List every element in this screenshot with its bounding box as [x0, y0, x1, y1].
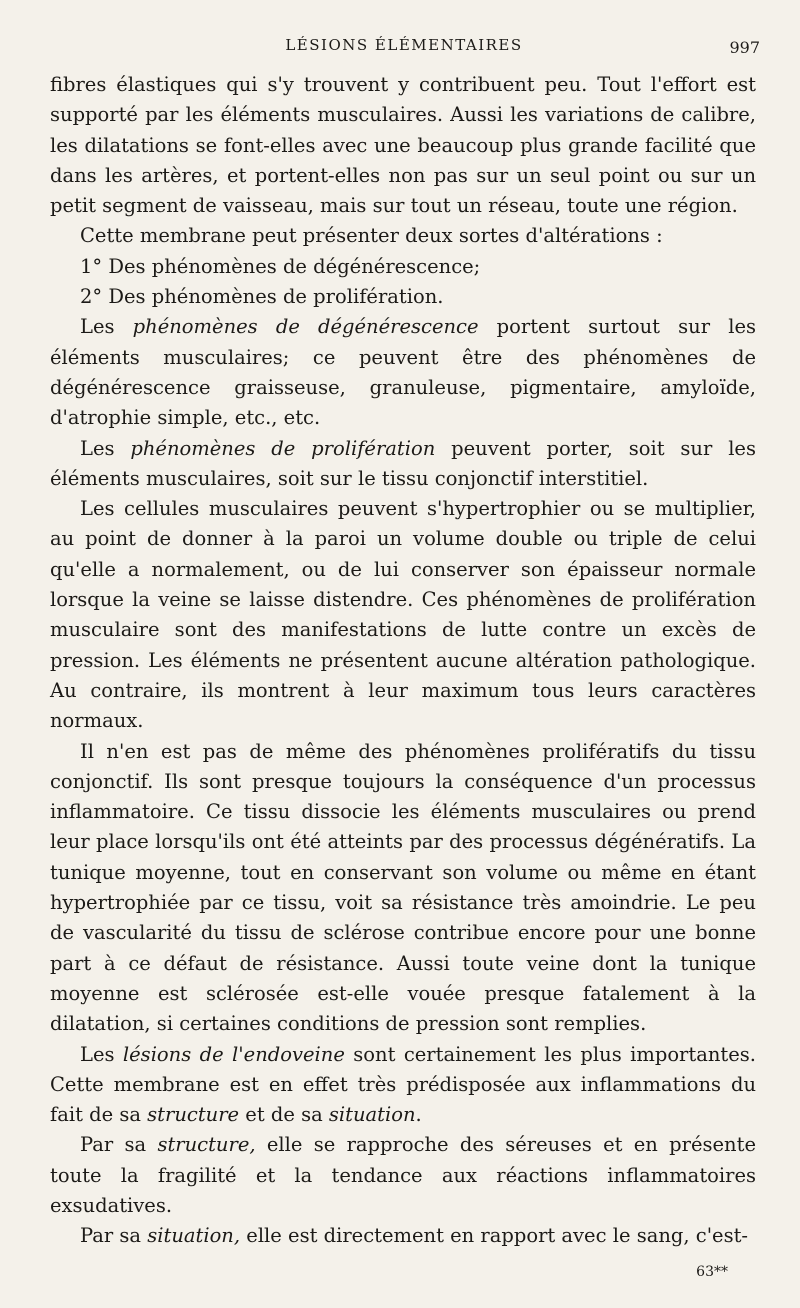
italic-term: structure, [157, 1133, 256, 1157]
body-text [50, 70, 756, 1252]
list-item: 2° Des phénomènes de prolifération. [80, 285, 444, 309]
paragraph: Par sa situation, elle est directement en rapport avec le sang, c'est- [80, 1224, 749, 1248]
italic-term: situation [328, 1103, 416, 1127]
paragraph: fibres élastiques qui s'y trouvent y contribuent peu. Tout l'effort est supporté par les éléments musculaires. Aussi les variations de calibre, les dilatations se font-elles avec une beaucoup plus grande facilité que dans les artères, et portent-elles non pas sur un seul point ou sur un petit segment de vaisseau, mais sur tout un réseau, toute une région. [50, 73, 756, 218]
page-header [48, 36, 760, 58]
italic-term: phénomènes de prolifération [130, 436, 436, 460]
italic-term: situation, [147, 1224, 241, 1248]
paragraph: Cette membrane peut présenter deux sortes d'altérations : [80, 224, 663, 248]
italic-term: phénomènes de dégénérescence [132, 315, 479, 339]
paragraph: Les cellules musculaires peuvent s'hypertrophier ou se multiplier, au point de donner à la paroi un volume double ou triple de celui qu'elle a normalement, ou de lui conserver son épaisseur normale lorsque la veine se laisse distendre. Ces phénomènes de prolifération musculaire sont des manifestations de lutte contre un excès de pression. Les éléments ne présentent aucune altération pathologique. Au contraire, ils montrent à leur maximum tous leurs caractères normaux. [50, 497, 756, 733]
list-item: 1° Des phénomènes de dégénérescence; [80, 254, 481, 278]
page-number: 997 [729, 38, 760, 57]
running-title: LÉSIONS ÉLÉMENTAIRES [285, 36, 523, 54]
paragraph: Les phénomènes de dégénérescence portent surtout sur les éléments musculaires; ce peuvent être des phénomènes de dégénérescence graisseuse, granuleuse, pigmentaire, amyloïde, d'atrophie simple, etc., etc. [50, 315, 756, 430]
italic-term: lésions de l'endoveine [122, 1042, 345, 1066]
paragraph: Les lésions de l'endoveine sont certainement les plus importantes. Cette membrane est en effet très prédisposée aux inflammations du fait de sa structure et de sa situation. [50, 1042, 756, 1127]
paragraph: Les phénomènes de prolifération peuvent porter, soit sur les éléments musculaires, soit sur le tissu conjonctif interstitiel. [50, 436, 756, 490]
signature-mark: 63** [696, 1264, 728, 1280]
paragraph: Il n'en est pas de même des phénomènes prolifératifs du tissu conjonctif. Ils sont presque toujours la conséquence d'un processus inflammatoire. Ce tissu dissocie les éléments musculaires ou prend leur place lorsqu'ils ont été atteints par des processus dégénératifs. La tunique moyenne, tout en conservant son volume ou même en étant hypertrophiée par ce tissu, voit sa résistance très amoindrie. Le peu de vascularité du tissu de sclérose contribue encore pour une bonne part à ce défaut de résistance. Aussi toute veine dont la tunique moyenne est sclérosée est-elle vouée presque fatalement à la dilatation, si certaines conditions de pression sont remplies. [50, 739, 756, 1036]
italic-term: structure [147, 1103, 240, 1127]
paragraph: Par sa structure, elle se rapproche des séreuses et en présente toute la fragilité et la tendance aux réactions inflammatoires exsudatives. [50, 1133, 756, 1217]
